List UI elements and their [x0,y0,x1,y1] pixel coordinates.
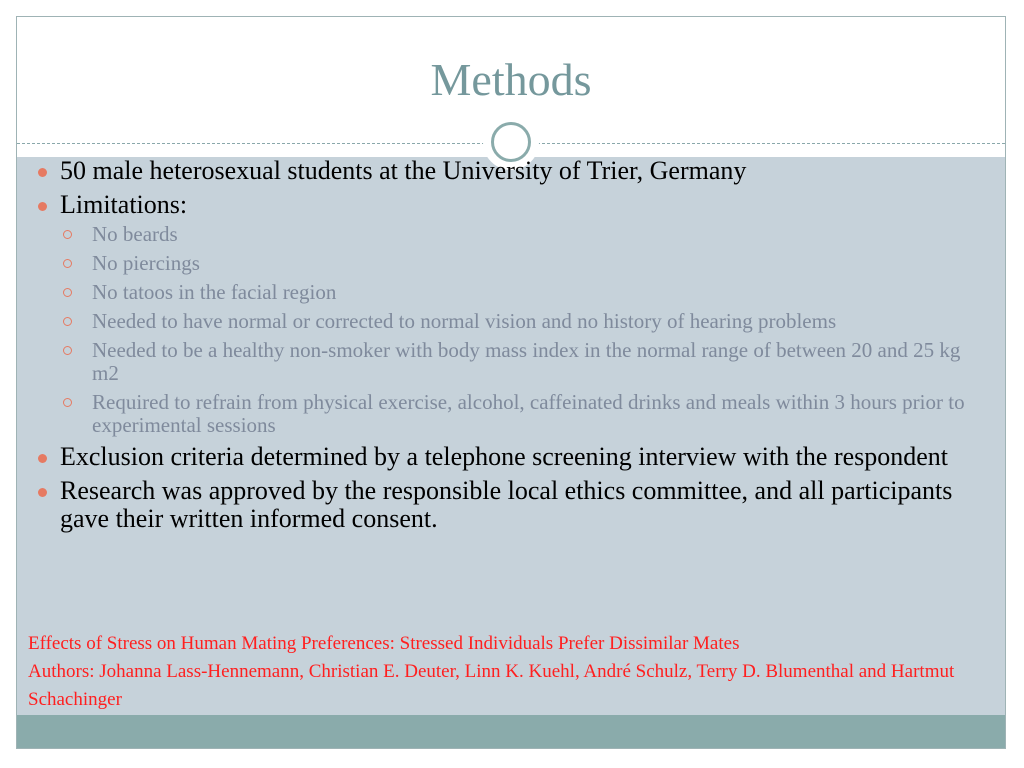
sub-bullet-text: No beards [92,222,178,246]
bullet-item [36,191,966,437]
sub-bullet-text: Needed to have normal or corrected to normal vision and no history of hearing problems [92,309,837,333]
bullet-item [36,477,966,533]
bullet-text: Exclusion criteria determined by a telephone screening interview with the respondent [60,442,949,471]
sub-bullet-circle-icon [63,230,72,239]
bullet-text: 50 male heterosexual students at the University of Trier, Germany [60,156,747,185]
bullet-item [36,157,966,185]
sub-bullet-circle-icon [63,288,72,297]
sub-bullet-list [60,223,966,437]
bullet-dot-icon [38,454,47,463]
sub-bullet-item [60,339,966,385]
sub-bullet-text: Needed to be a healthy non-smoker with body mass index in the normal range of between 20 and 25 kg m2 [92,338,961,385]
sub-bullet-text: Required to refrain from physical exercise, alcohol, caffeinated drinks and meals within 3 hours prior to experimental sessions [92,390,965,437]
sub-bullet-circle-icon [63,346,72,355]
bullet-item [36,443,966,471]
citation-authors: Authors: Johanna Lass-Hennemann, Christian E. Deuter, Linn K. Kuehl, André Schulz, Terry D. Blumenthal and Hartmut Schachinger [28,661,955,710]
bullet-text: Limitations: [60,190,188,219]
citation-paper-title: Effects of Stress on Human Mating Preferences: Stressed Individuals Prefer Dissimilar Mates [28,633,740,654]
citation-block [28,630,958,714]
bullet-text: Research was approved by the responsible local ethics committee, and all participants gave their written informed consent. [60,476,953,533]
bullet-dot-icon [38,202,47,211]
sub-bullet-item [60,310,966,333]
sub-bullet-item [60,252,966,275]
sub-bullet-item [60,391,966,437]
sub-bullet-circle-icon [63,398,72,407]
sub-bullet-circle-icon [63,317,72,326]
sub-bullet-circle-icon [63,259,72,268]
bullet-list [36,157,966,539]
sub-bullet-text: No tatoos in the facial region [92,280,337,304]
sub-bullet-text: No piercings [92,251,200,275]
footer-band [17,715,1005,749]
bullet-dot-icon [38,488,47,497]
sub-bullet-item [60,223,966,246]
slide-title: Methods [430,54,592,105]
bullet-dot-icon [38,168,47,177]
sub-bullet-item [60,281,966,304]
